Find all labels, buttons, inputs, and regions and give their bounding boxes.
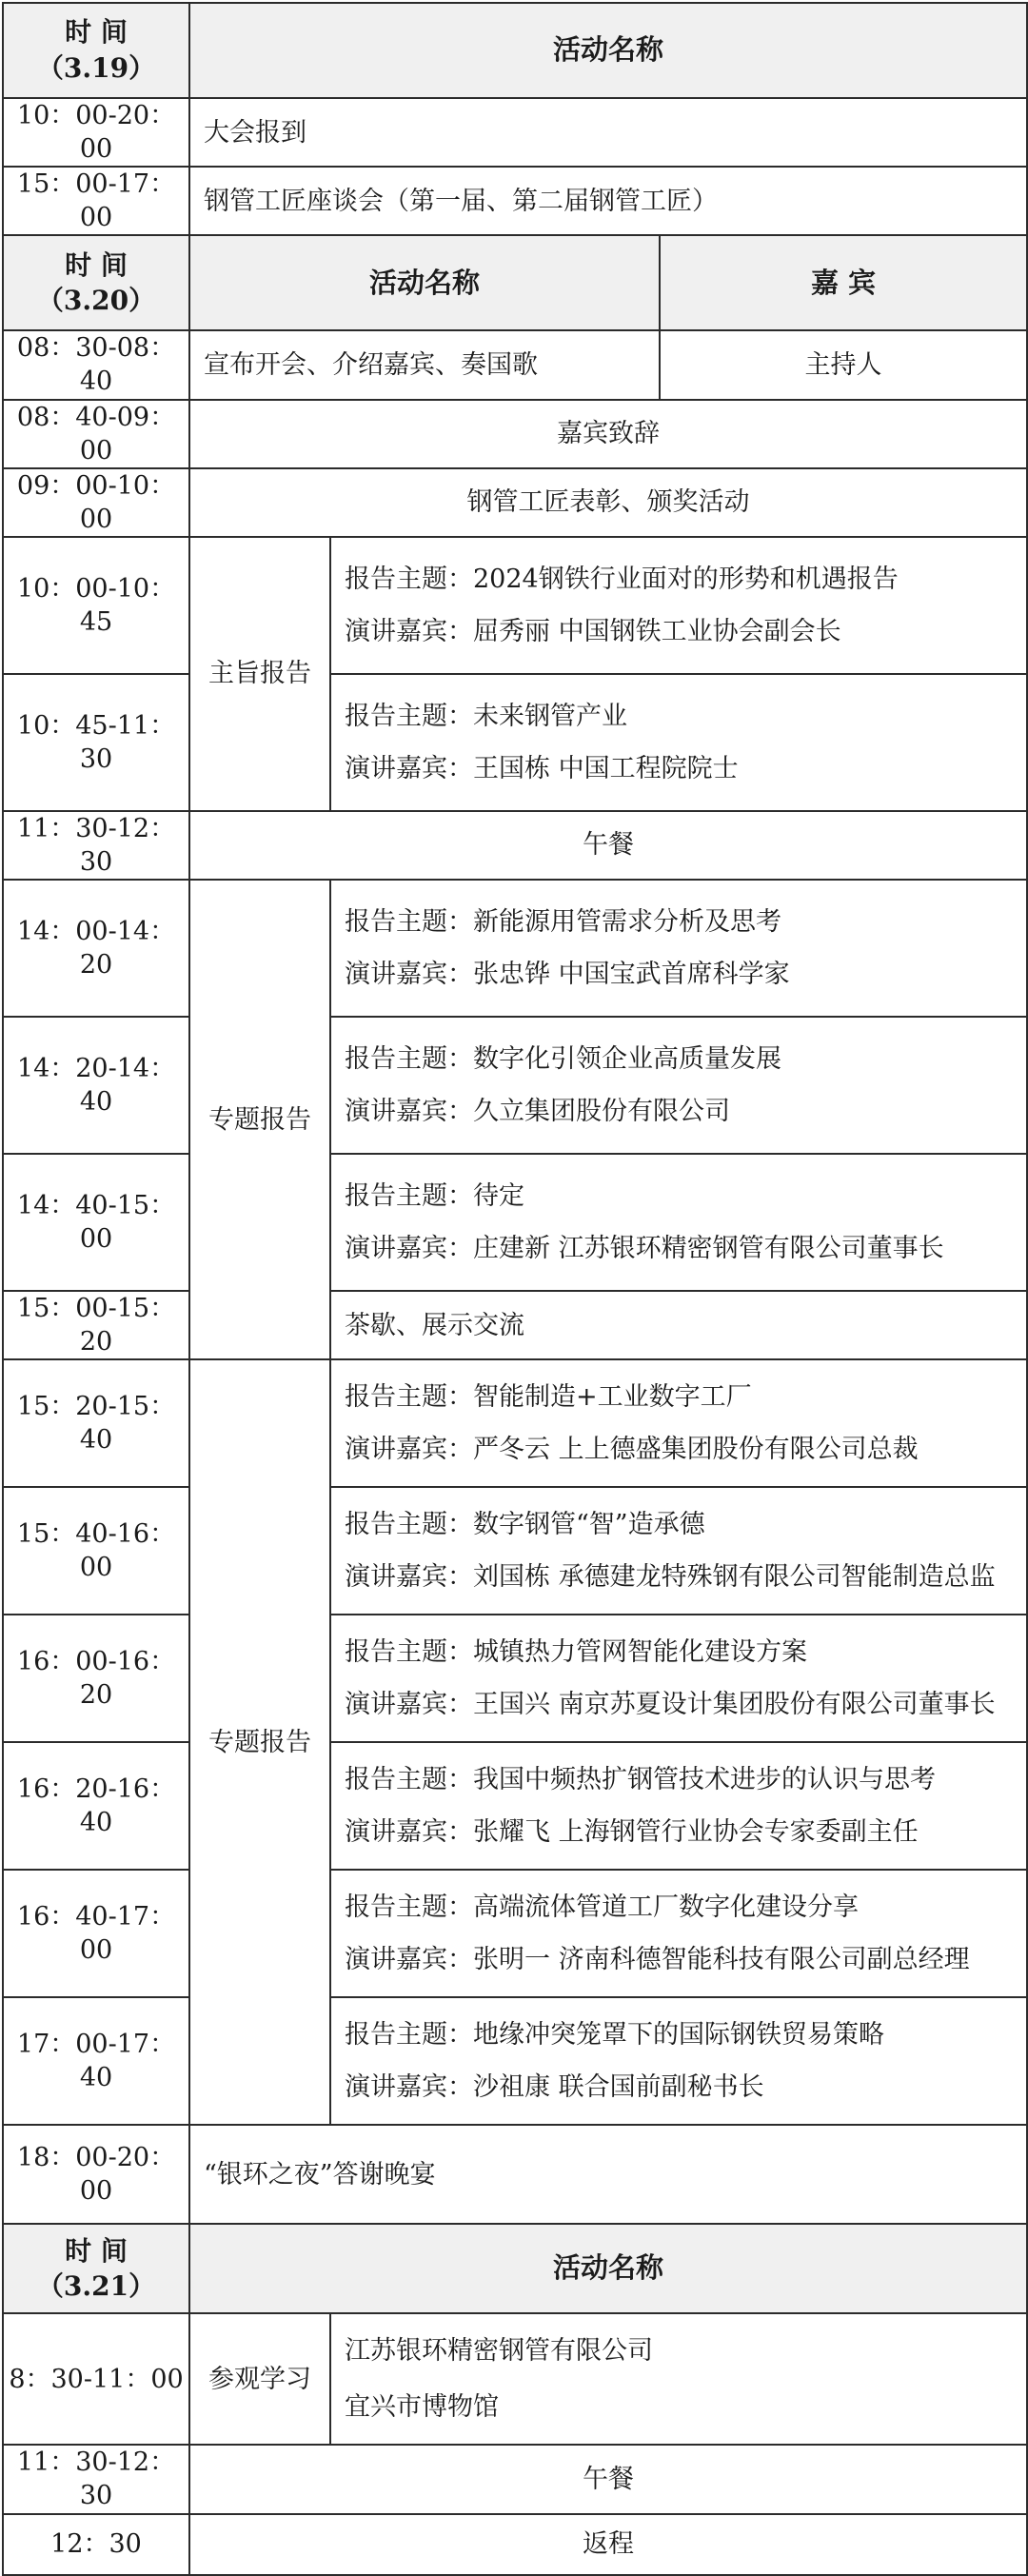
activity-cell: 嘉宾致辞 xyxy=(189,400,1027,468)
time-cell: 15：00-17：00 xyxy=(3,167,189,235)
talk-speaker: 演讲嘉宾：张忠铧 中国宝武首席科学家 xyxy=(345,960,790,990)
time-cell: 14：20-14：40 xyxy=(3,1017,189,1154)
table-row xyxy=(3,1615,1027,1742)
talk-cell xyxy=(330,1154,1027,1291)
time-cell: 10：00-20：00 xyxy=(3,98,189,167)
time-cell: 14：40-15：00 xyxy=(3,1154,189,1291)
day3-activity-header: 活动名称 xyxy=(189,2224,1027,2313)
table-row xyxy=(3,330,1027,399)
time-cell: 08：30-08：40 xyxy=(3,330,189,399)
activity-cell: 午餐 xyxy=(189,2445,1027,2513)
talk-speaker: 演讲嘉宾：久立集团股份有限公司 xyxy=(345,1097,730,1127)
category-cell: 专题报告 xyxy=(189,880,330,1359)
talk-cell xyxy=(330,1870,1027,1997)
table-row xyxy=(3,674,1027,811)
talk-speaker: 演讲嘉宾：刘国栋 承德建龙特殊钢有限公司智能制造总监 xyxy=(345,1562,996,1593)
talk-cell xyxy=(330,1017,1027,1154)
day2-time-header xyxy=(3,235,189,330)
table-row xyxy=(3,1870,1027,1997)
time-cell: 18：00-20：00 xyxy=(3,2125,189,2224)
talk-topic: 报告主题：数字化引领企业高质量发展 xyxy=(345,1044,781,1075)
talk-cell xyxy=(330,1997,1027,2125)
talk-speaker: 演讲嘉宾：庄建新 江苏银环精密钢管有限公司董事长 xyxy=(345,1234,944,1264)
time-cell: 08：40-09：00 xyxy=(3,400,189,468)
table-row xyxy=(3,98,1027,167)
time-cell: 16：20-16：40 xyxy=(3,1742,189,1870)
table-row xyxy=(3,1997,1027,2125)
talk-topic: 报告主题：待定 xyxy=(345,1181,524,1212)
table-row xyxy=(3,1742,1027,1870)
talk-topic: 报告主题：高端流体管道工厂数字化建设分享 xyxy=(345,1892,859,1923)
activity-cell: 茶歇、展示交流 xyxy=(330,1291,1027,1359)
date-label: （3.19） xyxy=(36,52,156,84)
time-cell: 15：20-15：40 xyxy=(3,1359,189,1487)
visit-place: 江苏银环精密钢管有限公司 xyxy=(345,2336,653,2367)
table-row xyxy=(3,1487,1027,1615)
day1-time-header xyxy=(3,3,189,98)
time-cell: 17：00-17：40 xyxy=(3,1997,189,2125)
talk-topic: 报告主题：城镇热力管网智能化建设方案 xyxy=(345,1637,807,1668)
table-row xyxy=(3,1017,1027,1154)
activity-cell: 返程 xyxy=(189,2514,1027,2575)
day3-header-row xyxy=(3,2224,1027,2313)
table-row xyxy=(3,537,1027,674)
day2-activity-header: 活动名称 xyxy=(189,235,660,330)
talk-speaker: 演讲嘉宾：严冬云 上上德盛集团股份有限公司总裁 xyxy=(345,1435,919,1465)
activity-cell: “银环之夜”答谢晚宴 xyxy=(189,2125,1027,2224)
time-cell: 16：40-17：00 xyxy=(3,1870,189,1997)
talk-cell xyxy=(330,1615,1027,1742)
talk-topic: 报告主题：未来钢管产业 xyxy=(345,701,627,731)
talk-speaker: 演讲嘉宾：屈秀丽 中国钢铁工业协会副会长 xyxy=(345,616,841,646)
time-cell: 10：00-10：45 xyxy=(3,537,189,674)
day1-header-row xyxy=(3,3,1027,98)
activity-cell: 钢管工匠表彰、颁奖活动 xyxy=(189,468,1027,537)
talk-cell xyxy=(330,674,1027,811)
activity-cell: 钢管工匠座谈会（第一届、第二届钢管工匠） xyxy=(189,167,1027,235)
table-row xyxy=(3,468,1027,537)
talk-speaker: 演讲嘉宾：沙祖康 联合国前副秘书长 xyxy=(345,2072,764,2103)
time-label: 时 间 xyxy=(65,2234,128,2267)
time-cell: 11：30-12：30 xyxy=(3,2445,189,2513)
time-cell: 8：30-11：00 xyxy=(3,2313,189,2445)
table-row xyxy=(3,811,1027,880)
table-row xyxy=(3,2313,1027,2445)
table-row xyxy=(3,400,1027,468)
talk-speaker: 演讲嘉宾：王国栋 中国工程院院士 xyxy=(345,753,739,783)
talk-topic: 报告主题：智能制造+工业数字工厂 xyxy=(345,1382,752,1413)
day2-guest-header: 嘉 宾 xyxy=(660,235,1027,330)
time-cell: 10：45-11：30 xyxy=(3,674,189,811)
talk-cell xyxy=(330,1742,1027,1870)
visit-place: 宜兴市博物馆 xyxy=(345,2392,499,2423)
time-cell: 16：00-16：20 xyxy=(3,1615,189,1742)
time-cell: 12：30 xyxy=(3,2514,189,2575)
talk-speaker: 演讲嘉宾：张耀飞 上海钢管行业协会专家委副主任 xyxy=(345,1817,919,1848)
talk-topic: 报告主题：数字钢管“智”造承德 xyxy=(345,1510,705,1540)
category-cell: 专题报告 xyxy=(189,1359,330,2125)
activity-cell: 大会报到 xyxy=(189,98,1027,167)
time-cell: 15：40-16：00 xyxy=(3,1487,189,1615)
talk-cell xyxy=(330,1359,1027,1487)
talk-cell xyxy=(330,1487,1027,1615)
talk-topic: 报告主题：地缘冲突笼罩下的国际钢铁贸易策略 xyxy=(345,2020,884,2051)
category-cell: 参观学习 xyxy=(189,2313,330,2445)
table-row xyxy=(3,1154,1027,1291)
table-row xyxy=(3,2514,1027,2575)
time-label: 时 间 xyxy=(65,16,128,49)
talk-cell xyxy=(330,537,1027,674)
table-row xyxy=(3,880,1027,1017)
time-cell: 14：00-14：20 xyxy=(3,880,189,1017)
date-label: （3.20） xyxy=(36,285,156,317)
talk-speaker: 演讲嘉宾：张明一 济南科德智能科技有限公司副总经理 xyxy=(345,1945,970,1975)
talk-cell xyxy=(330,880,1027,1017)
table-row xyxy=(3,1359,1027,1487)
category-cell: 主旨报告 xyxy=(189,537,330,811)
date-label: （3.21） xyxy=(36,2270,156,2303)
visit-places-cell xyxy=(330,2313,1027,2445)
time-cell: 09：00-10：00 xyxy=(3,468,189,537)
guest-cell: 主持人 xyxy=(660,330,1027,399)
table-row xyxy=(3,1291,1027,1359)
schedule-table xyxy=(2,2,1028,2576)
time-cell: 11：30-12：30 xyxy=(3,811,189,880)
day2-header-row xyxy=(3,235,1027,330)
time-cell: 15：00-15：20 xyxy=(3,1291,189,1359)
talk-topic: 报告主题：我国中频热扩钢管技术进步的认识与思考 xyxy=(345,1765,936,1795)
talk-speaker: 演讲嘉宾：王国兴 南京苏夏设计集团股份有限公司董事长 xyxy=(345,1690,996,1720)
table-row xyxy=(3,2125,1027,2224)
talk-topic: 报告主题：2024钢铁行业面对的形势和机遇报告 xyxy=(345,564,899,594)
talk-topic: 报告主题：新能源用管需求分析及思考 xyxy=(345,907,781,938)
day1-activity-header: 活动名称 xyxy=(189,3,1027,98)
day3-time-header xyxy=(3,2224,189,2313)
time-label: 时 间 xyxy=(65,248,128,281)
activity-cell: 午餐 xyxy=(189,811,1027,880)
table-row xyxy=(3,167,1027,235)
activity-cell: 宣布开会、介绍嘉宾、奏国歌 xyxy=(189,330,660,399)
